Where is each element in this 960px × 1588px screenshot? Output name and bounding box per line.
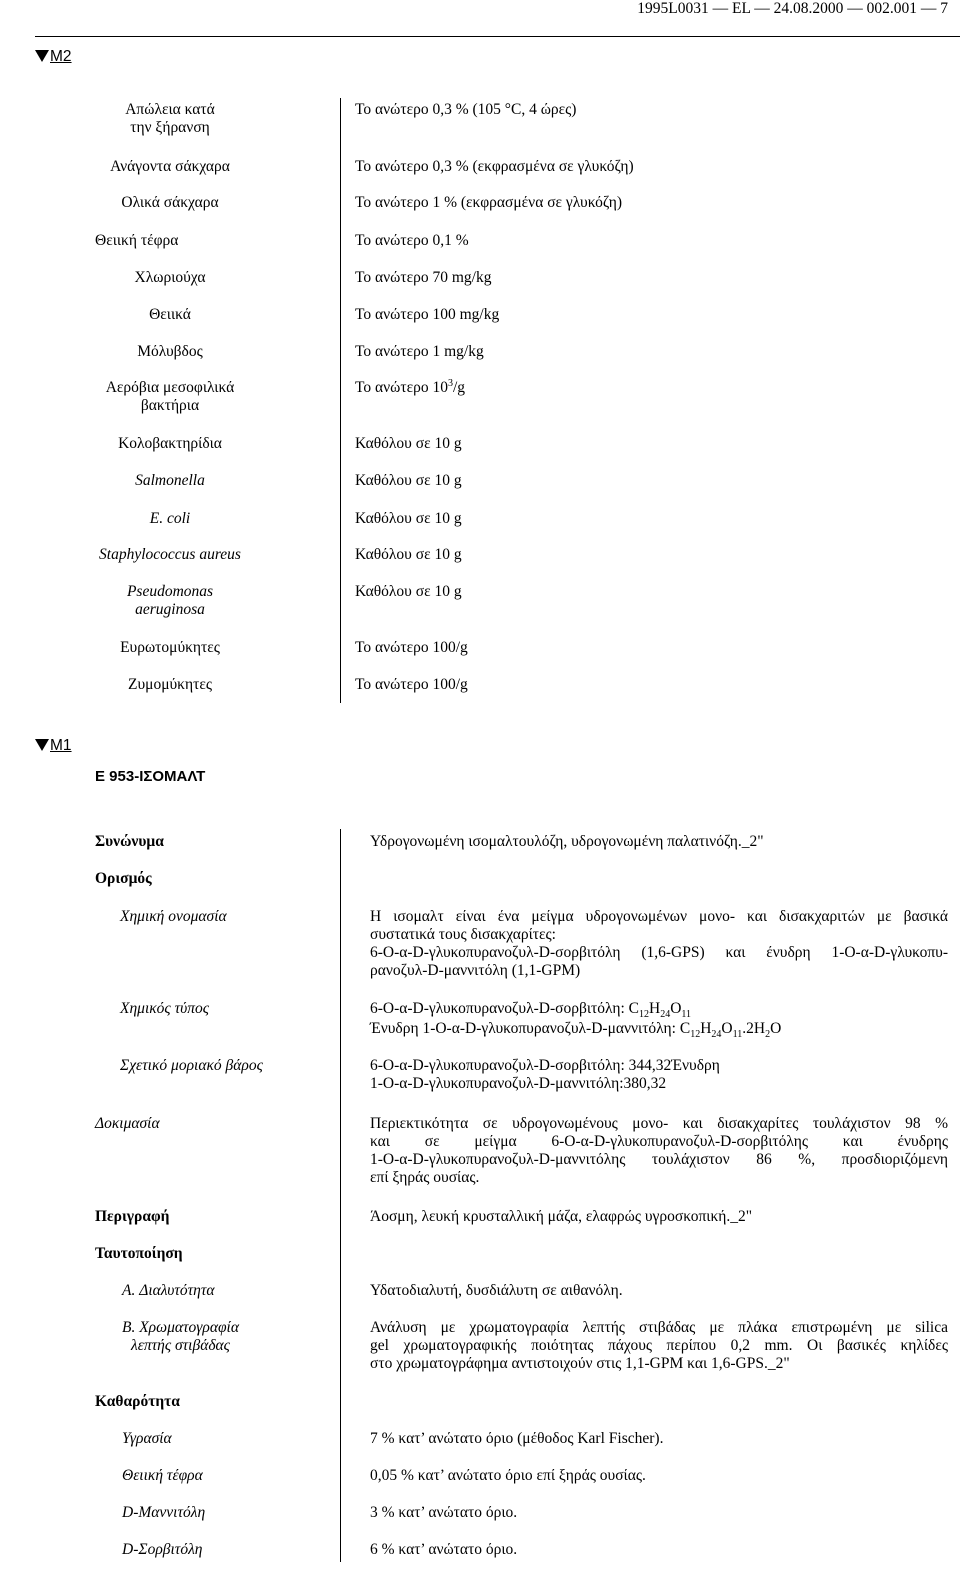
amendment-marker-m2 xyxy=(35,48,72,66)
purity-item-value: 6 % κατ’ ανώτατο όριο. xyxy=(370,1541,518,1558)
row-label: Χλωριούχα xyxy=(134,269,206,286)
row-label: Κολοβακτηρίδια xyxy=(118,435,222,452)
synonyms-label: Συνώνυμα xyxy=(95,833,164,850)
tlc-value: Ανάλυση με χρωματογραφία λεπτής στιβάδας με πλάκα επιστρωμένη με silica gel χρωματογραφικής ποιότητας πάχους περίπου 0,2 mm. Οι βασικές κηλίδες στο χρωματογράφημα αντιστοιχούν στις 1,1-GPM και 1,6-GPS._2" xyxy=(370,1319,948,1372)
row-value: Το ανώτερο 0,1 % xyxy=(355,232,469,249)
row-label: Ζυμομύκητες xyxy=(128,676,212,693)
description-label: Περιγραφή xyxy=(95,1208,170,1225)
row-value: Το ανώτερο 70 mg/kg xyxy=(355,269,492,286)
identification-label: Ταυτοποίηση xyxy=(95,1245,183,1262)
marker-code: M2 xyxy=(50,48,72,65)
mol-weight-value: 6-O-α-D-γλυκοπυρανοζυλ-D-σορβιτόλη: 344,32Ένυδρη 1-O-α-D-γλυκοπυρανοζυλ-D-μαννιτόλη:380,32 xyxy=(370,1057,720,1092)
tlc-label: B. Χρωματογραφία λεπτής στιβάδας xyxy=(122,1319,239,1354)
row-value: Το ανώτερο 1 % (εκφρασμένα σε γλυκόζη) xyxy=(355,194,622,211)
purity-item-value: 7 % κατ’ ανώτατο όριο (μέθοδος Karl Fischer). xyxy=(370,1430,664,1447)
section-title: E 953-ΙΣΟΜΑΛΤ xyxy=(95,768,206,785)
section-divider xyxy=(340,829,341,1562)
row-label: E. coli xyxy=(149,510,191,527)
row-value: Καθόλου σε 10 g xyxy=(355,472,462,489)
marker-code: M1 xyxy=(50,737,72,754)
purity-item-label: D-Μαννιτόλη xyxy=(122,1504,206,1521)
purity-item-label: D-Σορβιτόλη xyxy=(122,1541,203,1558)
amendment-marker-m1 xyxy=(35,737,72,755)
chem-name-value: Η ισομαλτ είναι ένα μείγμα υδρογονωμένων μονο- και δισακχαριτών με βασικά συστατικά τους δισακχαρίτες: 6-O-α-D-γλυκοπυρανοζυλ-D-σορβιτόλη (1,6-GPS) και ένυδρη 1-O-α-D-γλυκοπυ- ρανοζυλ-D-μαννιτόλη (1,1-GPM) xyxy=(370,908,948,979)
row-value: Το ανώτερο 0,3 % (105 °C, 4 ώρες) xyxy=(355,101,577,118)
row-value: Το ανώτερο 100 mg/kg xyxy=(355,306,500,323)
purity-item-label: Υγρασία xyxy=(122,1430,172,1447)
purity-item-value: 0,05 % κατ’ ανώτατο όριο επί ξηράς ουσίας. xyxy=(370,1467,646,1484)
row-label: Θειική τέφρα xyxy=(95,232,179,249)
synonyms-value: Υδρογονωμένη ισομαλτουλόζη, υδρογονωμένη παλατινόζη._2" xyxy=(370,833,764,850)
row-label: Ευρωτομύκητες xyxy=(120,639,220,656)
row-label: Salmonella xyxy=(135,472,205,489)
row-value: Καθόλου σε 10 g xyxy=(355,546,462,563)
row-label: Αερόβια μεσοφιλικά βακτήρια xyxy=(105,379,235,414)
row-value: Καθόλου σε 10 g xyxy=(355,583,462,600)
row-value: Το ανώτερο 100/g xyxy=(355,676,468,693)
purity-item-label: Θειική τέφρα xyxy=(122,1467,203,1484)
definition-label: Ορισμός xyxy=(95,870,152,887)
row-label: Απώλεια κατά την ξήρανση xyxy=(125,101,215,136)
row-value: Το ανώτερο $10^3/g$ xyxy=(355,377,466,396)
row-label: Ολικά σάκχαρα xyxy=(121,194,219,211)
row-value: Το ανώτερο 100/g xyxy=(355,639,468,656)
header-rule xyxy=(35,36,960,37)
row-value: Το ανώτερο 0,3 % (εκφρασμένα σε γλυκόζη) xyxy=(355,158,634,175)
chem-name-label: Χημική ονομασία xyxy=(120,908,227,925)
row-label: Θειικά xyxy=(149,306,191,323)
assay-label: Δοκιμασία xyxy=(95,1115,160,1132)
description-value: Άοσμη, λευκή κρυσταλλική μάζα, ελαφρώς υγροσκοπική._2" xyxy=(370,1208,753,1225)
row-label: Staphylococcus aureus xyxy=(99,546,241,563)
purity-item-value: 3 % κατ’ ανώτατο όριο. xyxy=(370,1504,518,1521)
formula-value: 6-O-α-D-γλυκοπυρανοζυλ-D-σορβιτόλη: $C_{12}H_{24}O_{11}$ Ένυδρη 1-O-α-D-γλυκοπυρανοζυλ-D-μαννιτόλη: $C_{12}H_{24}O_{11}.2H_2O$ xyxy=(370,1000,782,1041)
assay-value: Περιεκτικότητα σε υδρογονωμένους μονο- και δισακχαρίτες τουλάχιστον 98 % και σε μείγμα 6-O-α-D-γλυκοπυρανοζυλ-D-σορβιτόλης και ένυδρης 1-O-α-D-γλυκοπυρανοζυλ-D-μαννιτόλης τουλάχιστον 86 %, προσδιοριζόμενη επί ξηράς ουσίας. xyxy=(370,1115,948,1186)
row-value: Καθόλου σε 10 g xyxy=(355,510,462,527)
purity-label: Καθαρότητα xyxy=(95,1393,180,1410)
triangle-marker-icon xyxy=(35,50,49,62)
row-value: Καθόλου σε 10 g xyxy=(355,435,462,452)
row-value: Το ανώτερο 1 mg/kg xyxy=(355,343,484,360)
formula-label: Χημικός τύπος xyxy=(120,1000,210,1017)
row-label: Μόλυβδος xyxy=(137,343,203,360)
triangle-marker-icon xyxy=(35,739,49,751)
solubility-value: Υδατοδιαλυτή, δυσδιάλυτη σε αιθανόλη. xyxy=(370,1282,623,1299)
table-divider xyxy=(340,98,341,703)
solubility-label: A. Διαλυτότητα xyxy=(122,1282,215,1299)
document-header: 1995L0031 — EL — 24.08.2000 — 002.001 — 7 xyxy=(637,0,948,17)
row-label: Pseudomonas aeruginosa xyxy=(126,583,214,618)
row-label: Ανάγοντα σάκχαρα xyxy=(110,158,230,175)
mol-weight-label: Σχετικό μοριακό βάρος xyxy=(120,1057,263,1074)
